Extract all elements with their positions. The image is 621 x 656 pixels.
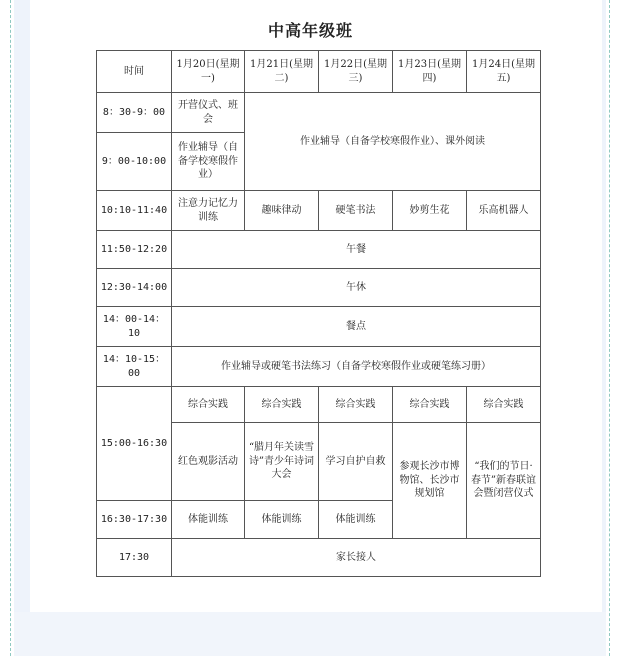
table-row xyxy=(97,347,541,387)
table-header-row xyxy=(97,51,541,93)
time-cell: 16:30-17:30 xyxy=(97,501,172,539)
activity-cell: 餐点 xyxy=(172,307,541,347)
activity-cell: 家长接人 xyxy=(172,539,541,577)
header-day-thu: 1月23日(星期四) xyxy=(393,51,467,93)
footer-band xyxy=(14,612,606,656)
table-row xyxy=(97,93,541,133)
activity-cell: 硬笔书法 xyxy=(319,191,393,231)
time-cell: 17:30 xyxy=(97,539,172,577)
time-cell: 14：00-14：10 xyxy=(97,307,172,347)
activity-cell: 乐高机器人 xyxy=(467,191,541,231)
activity-cell: 参观长沙市博物馆、长沙市规划馆 xyxy=(393,423,467,539)
practice-label-cell: 综合实践 xyxy=(245,387,319,423)
activity-cell: 红色观影活动 xyxy=(172,423,245,501)
activity-cell: 趣味律动 xyxy=(245,191,319,231)
practice-label-cell: 综合实践 xyxy=(467,387,541,423)
header-day-tue: 1月21日(星期二) xyxy=(245,51,319,93)
time-cell: 8：30-9：00 xyxy=(97,93,172,133)
header-day-wed: 1月22日(星期三) xyxy=(319,51,393,93)
time-cell: 12:30-14:00 xyxy=(97,269,172,307)
activity-cell: 开营仪式、班会 xyxy=(172,93,245,133)
time-cell: 9：00-10:00 xyxy=(97,133,172,191)
time-cell: 11:50-12:20 xyxy=(97,231,172,269)
activity-cell: 注意力记忆力训练 xyxy=(172,191,245,231)
header-day-fri: 1月24日(星期五) xyxy=(467,51,541,93)
table-row xyxy=(97,269,541,307)
activity-cell: 妙剪生花 xyxy=(393,191,467,231)
activity-cell: 体能训练 xyxy=(245,501,319,539)
time-cell: 10:10-11:40 xyxy=(97,191,172,231)
header-day-mon: 1月20日(星期一) xyxy=(172,51,245,93)
activity-cell: “我们的节日·春节”新春联谊会暨闭营仪式 xyxy=(467,423,541,539)
activity-cell: 午餐 xyxy=(172,231,541,269)
activity-cell: “腊月年关读雪诗”青少年诗词大会 xyxy=(245,423,319,501)
activity-cell: 体能训练 xyxy=(319,501,393,539)
activity-cell: 学习自护自救 xyxy=(319,423,393,501)
header-time: 时间 xyxy=(97,51,172,93)
table-row xyxy=(97,387,541,423)
activity-cell: 午休 xyxy=(172,269,541,307)
shared-morning-cell: 作业辅导（自备学校寒假作业）、课外阅读 xyxy=(245,93,541,191)
page-title: 中高年级班 xyxy=(267,21,353,40)
table-row xyxy=(97,307,541,347)
time-cell: 14：10-15：00 xyxy=(97,347,172,387)
schedule-table xyxy=(96,50,541,577)
table-row xyxy=(97,539,541,577)
activity-cell: 体能训练 xyxy=(172,501,245,539)
practice-label-cell: 综合实践 xyxy=(319,387,393,423)
time-cell: 15:00-16:30 xyxy=(97,387,172,501)
practice-label-cell: 综合实践 xyxy=(172,387,245,423)
practice-label-cell: 综合实践 xyxy=(393,387,467,423)
activity-cell: 作业辅导或硬笔书法练习（自备学校寒假作业或硬笔练习册） xyxy=(172,347,541,387)
table-row xyxy=(97,191,541,231)
table-row xyxy=(97,231,541,269)
activity-cell: 作业辅导（自备学校寒假作业） xyxy=(172,133,245,191)
